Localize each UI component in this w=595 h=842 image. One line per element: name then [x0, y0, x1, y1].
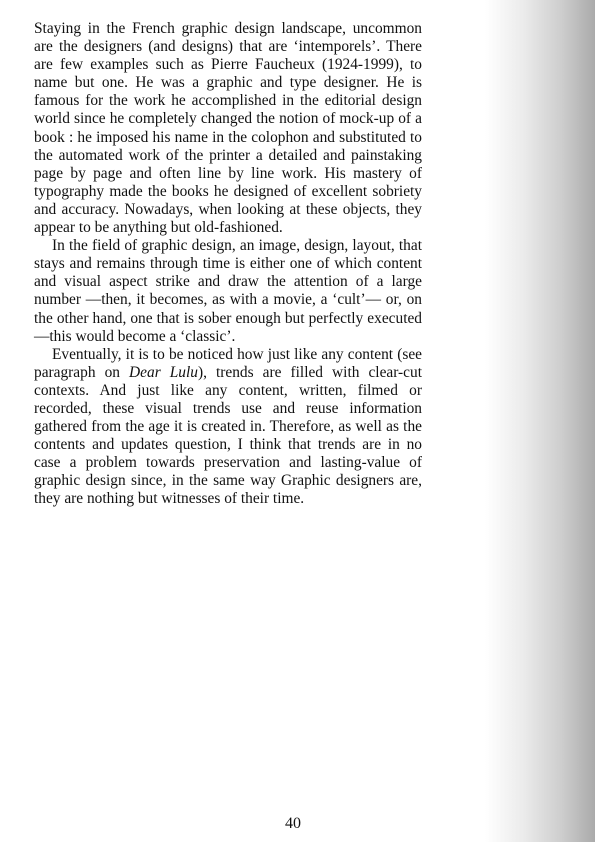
page-edge-shadow — [485, 0, 595, 842]
paragraph-3-text-after: ), trends are filled with clear-cut contexts. And just like any content, written, filmed or recorded, these visual trends use and reuse information gathered from the age it is created in. Therefore, as well as the contents and updates question, I think that trends are in no case a problem towards preservation and lasting-value of graphic design since, in the same way Graphic designers are, they are nothing but witnesses of their time. — [34, 363, 422, 508]
paragraph-2: In the field of graphic design, an image, design, layout, that stays and remains through time is either one of which content and visual aspect strike and draw the attention of a large number —then, it becomes, as with a movie, a ‘cult’— or, on the other hand, one that is sober enough but perfectly executed —this would become a ‘classic’. — [34, 237, 422, 345]
page-number: 40 — [285, 815, 301, 832]
paragraph-3-text-before: Eventually, it is to be noticed how just like any content (see paragraph on — [34, 345, 422, 381]
paragraph-1: Staying in the French graphic design landscape, uncommon are the designers (and designs) that are ‘intemporels’. There are few examples such as Pierre Faucheux (1924-1999), to name but one. He was a graphic and type designer. He is famous for the work he accomplished in the editorial design world since he completely changed the notion of mock-up of a book : he imposed his name in the colophon and substituted to the automated work of the printer a detailed and painstaking page by page and often line by line work. His mastery of typography made the books he designed of excellent sobriety and accuracy. Nowadays, when looking at these objects, they appear to be anything but old-fashioned. — [34, 20, 422, 237]
book-title-emphasis: Dear Lulu — [129, 363, 198, 381]
body-text — [34, 20, 422, 509]
paragraph-3 — [34, 346, 422, 509]
